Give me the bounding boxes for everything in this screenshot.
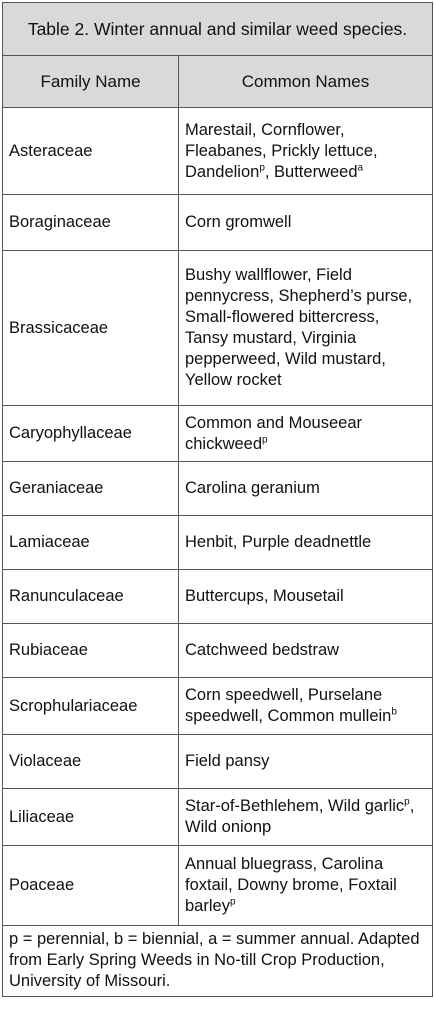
names-cell — [179, 678, 433, 735]
table-row — [3, 624, 433, 678]
table-row — [3, 195, 433, 251]
names-cell: Corn gromwell — [179, 195, 433, 251]
weed-species-table — [2, 2, 433, 997]
table-row — [3, 516, 433, 570]
names-superscript: p — [259, 162, 265, 173]
family-cell: Ranunculaceae — [3, 570, 179, 624]
table-row — [3, 462, 433, 516]
names-superscript: p — [229, 896, 236, 908]
table-row — [3, 678, 433, 735]
table-title-row — [3, 3, 433, 56]
family-cell: Boraginaceae — [3, 195, 179, 251]
names-cell — [179, 789, 433, 846]
names-tail-superscript: a — [357, 162, 364, 173]
footnote-row — [3, 926, 433, 997]
names-cell — [179, 406, 433, 462]
family-cell: Rubiaceae — [3, 624, 179, 678]
table-row — [3, 108, 433, 195]
family-cell: Geraniaceae — [3, 462, 179, 516]
family-cell: Caryophyllaceae — [3, 406, 179, 462]
table-footnote: p = perennial, b = biennial, a = summer annual. Adapted from Early Spring Weeds in No-till Crop Production, University of Missouri. — [3, 926, 433, 997]
family-cell: Brassicaceae — [3, 251, 179, 406]
family-cell: Asteraceae — [3, 108, 179, 195]
header-common-names: Common Names — [179, 56, 433, 108]
names-cell: Bushy wallflower, Field pennycress, Shepherd’s purse, Small-flowered bittercress, Tansy mustard, Virginia pepperweed, Wild mustard, Yellow rocket — [179, 251, 433, 406]
names-tail: , Wild onionp — [185, 797, 415, 836]
names-tail: , Butterweed — [264, 162, 358, 181]
family-cell: Lamiaceae — [3, 516, 179, 570]
table-row — [3, 251, 433, 406]
table-row — [3, 789, 433, 846]
names-cell: Catchweed bedstraw — [179, 624, 433, 678]
names-superscript: p — [262, 434, 268, 445]
names-cell: Carolina geranium — [179, 462, 433, 516]
names-text: Annual bluegrass, Carolina foxtail, Downy brome, Foxtail barley — [185, 855, 397, 915]
header-family-name: Family Name — [3, 56, 179, 108]
table-header-row — [3, 56, 433, 108]
table-row — [3, 846, 433, 926]
names-superscript: b — [391, 706, 397, 718]
weed-species-table-container — [2, 2, 432, 997]
table-row — [3, 406, 433, 462]
names-cell — [179, 846, 433, 926]
family-cell: Scrophulariaceae — [3, 678, 179, 735]
names-superscript: p — [404, 796, 410, 808]
names-cell — [179, 108, 433, 195]
names-text: Common and Mouseear chickweed — [185, 413, 363, 453]
names-cell: Field pansy — [179, 735, 433, 789]
names-cell: Buttercups, Mousetail — [179, 570, 433, 624]
family-cell: Poaceae — [3, 846, 179, 926]
table-title: Table 2. Winter annual and similar weed species. — [3, 3, 433, 56]
names-text: Star-of-Bethlehem, Wild garlic — [185, 797, 405, 815]
family-cell: Violaceae — [3, 735, 179, 789]
names-cell: Henbit, Purple deadnettle — [179, 516, 433, 570]
table-row — [3, 735, 433, 789]
family-cell: Liliaceae — [3, 789, 179, 846]
names-text: Marestail, Cornflower, Fleabanes, Prickly lettuce, Dandelion — [185, 120, 378, 181]
table-row — [3, 570, 433, 624]
names-text: Corn speedwell, Purselane speedwell, Common mullein — [185, 686, 392, 725]
